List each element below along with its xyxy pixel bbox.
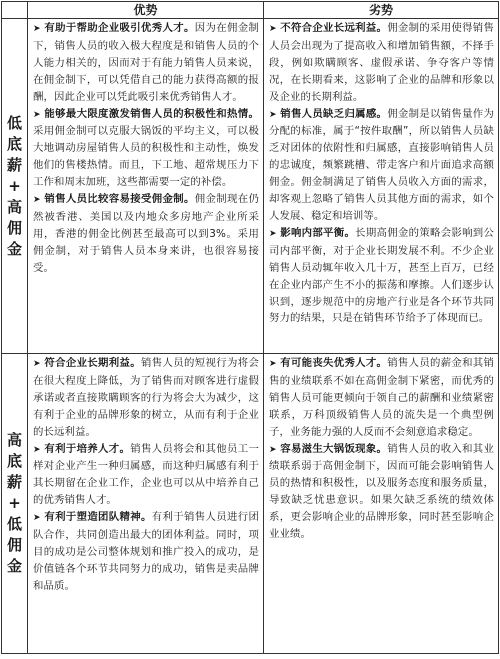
item-body: 佣金制现在仍然被香港、美国以及内地众多房地产企业所采用，香港的佣金比例甚至最高可以到3%。采用佣金制，对于销售人员本身来讲，也很容易接受。 xyxy=(33,193,260,274)
item-heading: 能够最大限度激发销售人员的积极性和热情。 xyxy=(44,107,260,120)
item-heading: 容易滋生大锅饭现象。 xyxy=(280,442,388,455)
item-body: 佣金制的采用使得销售人员会出现为了提高收入和增加销售额，不择手段，例如欺瞒顾客、虚假承诺、争夺客户等情况，在长期看来，这影响了企业的品牌和形象以及企业的长期利益。 xyxy=(269,22,494,103)
item-heading: 有利于培养人才。 xyxy=(44,442,131,455)
row-label-char: 底 xyxy=(6,452,22,470)
item-heading: 销售人员缺乏归属感。 xyxy=(280,107,388,120)
table-row xyxy=(2,354,499,654)
list-item xyxy=(33,191,259,277)
row-label-char: 底 xyxy=(6,134,22,153)
item-body: 长期高佣金的策略会影响到公司内部平衡，对于企业长期发展不利。不少企业销售人员动辄年收入几十万，甚至上百万，已经在企业内部产生不小的振荡和摩擦。人们逐步认识到，逐步规范中的房地产行业是各个环节共同努力的结果，只是在销售环节给予了体现而已。 xyxy=(269,226,494,325)
arrow-bullet-icon: ➤ xyxy=(33,513,41,524)
item-heading: 有可能丧失优秀人才。 xyxy=(280,357,388,369)
arrow-bullet-icon: ➤ xyxy=(33,195,41,206)
arrow-bullet-icon: ➤ xyxy=(269,359,277,369)
item-body: 销售人员将会和其他员工一样对企业产生一种归属感，而这种归属感有利于其长期留在企业工作，企业也可以从中培养自己的优秀销售人才。 xyxy=(33,442,259,507)
arrow-bullet-icon: ➤ xyxy=(33,24,41,34)
item-body: 采用佣金制可以克服大锅饭的平均主义，可以极大地调动房屋销售人员的积极性和主动性，焕发他们的售楼热情。而且，下工地、超常规压力下工作和周末加班，这些都需要一定的补偿。 xyxy=(33,125,259,189)
arrow-bullet-icon: ➤ xyxy=(269,228,277,239)
item-body: 销售人员的短视行为将会在很大程度上降低，为了销售而对顾客进行虚假承诺或者直接欺瞒顾客的行为将会大为减少，这有利于企业的品牌形象的树立，从而有利于企业的长远利益。 xyxy=(33,357,259,438)
disadvantage-header: 劣势 xyxy=(264,2,499,19)
item-body: 因为在佣金制下，销售人员的收入极大程度是和销售人员的个人能力相关的，因而对于有能力销售人员来说，在佣金制下，可以凭借自己的能力获得高额的报酬，因此企业可以凭此吸引来优秀销售人才。 xyxy=(33,22,260,103)
table-row xyxy=(2,19,499,354)
item-body: 销售人员的收入和其业绩联系弱于高佣金制下，因而可能会影响销售人员的热情和积极性，以及服务态度和服务质量，导致缺乏忧患意识。如果欠缺乏系统的绩效体系，更会影响企业的品牌形象，同时甚至影响企业业绩。 xyxy=(269,442,494,541)
row-label-char: 高 xyxy=(6,431,22,449)
arrow-bullet-icon: ➤ xyxy=(269,24,277,34)
row-label-char: 高 xyxy=(6,197,22,216)
item-heading: 销售人员比较容易接受佣金制。 xyxy=(44,193,195,206)
row-label-char: 佣 xyxy=(6,218,22,237)
item-heading: 有助于帮助企业吸引优秀人才。 xyxy=(44,22,195,34)
list-item xyxy=(269,20,494,106)
arrow-bullet-icon: ➤ xyxy=(269,444,277,455)
advantage-header: 优势 xyxy=(28,2,264,19)
row-label-char: 金 xyxy=(6,239,22,258)
list-item xyxy=(269,225,494,327)
item-heading: 有利于塑造团队精神。 xyxy=(44,511,152,524)
list-item xyxy=(33,106,259,192)
item-body: 有利于销售人员进行团队合作，共同创造出最大的团体利益。同时，项目的成功是公司整体规划和推广投入的成功，是价值链各个环节共同努力的成功，销售是卖品牌和品质。 xyxy=(33,511,260,592)
list-item xyxy=(33,355,259,441)
advantages-cell xyxy=(28,19,264,354)
row-label-char: 低 xyxy=(6,515,22,533)
row-label-char: 薪 xyxy=(6,155,22,174)
row-label-char: 低 xyxy=(6,113,22,132)
list-item xyxy=(269,441,494,543)
item-heading: 不符合企业长远利益。 xyxy=(280,22,388,34)
item-heading: 符合企业长期利益。 xyxy=(44,357,142,369)
row-label-low-base xyxy=(2,19,28,354)
list-item xyxy=(269,106,494,225)
row-label-char: 佣 xyxy=(6,536,22,554)
arrow-bullet-icon: ➤ xyxy=(33,444,41,455)
advantages-cell xyxy=(28,354,264,654)
arrow-bullet-icon: ➤ xyxy=(33,109,41,120)
list-item xyxy=(269,355,494,441)
row-label-high-base xyxy=(2,354,28,654)
corner-cell xyxy=(2,2,28,19)
item-body: 佣金制是以销售量作为分配的标准，属于“按件取酬”，所以销售人员缺乏对团体的依附性和归属感，直接影响销售人员的忠诚度，频繁跳槽、带走客户和片面追求高额佣金。佣金制满足了销售人员收入方面的需求，却客观上忽略了销售人员其他方面的需求，如个人发展、稳定和培训等。 xyxy=(269,107,494,222)
list-item xyxy=(33,509,259,595)
row-label-char: 薪 xyxy=(6,473,22,491)
item-heading: 影响内部平衡。 xyxy=(280,226,356,239)
row-label-char: + xyxy=(8,176,21,195)
header-row xyxy=(2,2,499,19)
row-label-char: 金 xyxy=(6,557,22,575)
row-label-char: + xyxy=(8,494,21,512)
disadvantages-cell xyxy=(264,354,499,654)
list-item xyxy=(33,20,259,106)
disadvantages-cell xyxy=(264,19,499,354)
compensation-comparison-table xyxy=(1,1,499,654)
arrow-bullet-icon: ➤ xyxy=(33,359,41,369)
arrow-bullet-icon: ➤ xyxy=(269,109,277,120)
item-body: 销售人员的薪金和其销售的业绩联系不如在高佣金制下紧密，而优秀的销售人员可能更倾向于领自己的薪酬和业绩紧密联系，万科顶级销售人员的流失是一个典型例子，业务能力强的人反而不会刻意追求稳定。 xyxy=(269,357,494,438)
list-item xyxy=(33,441,259,510)
